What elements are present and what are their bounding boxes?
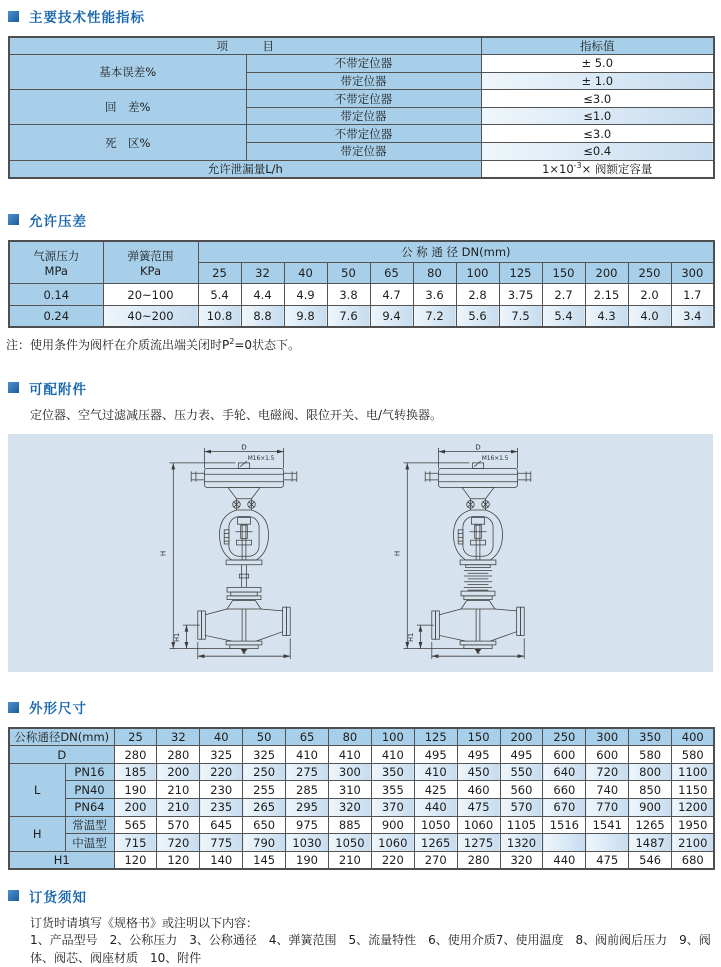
- table-cell: 100: [456, 262, 499, 284]
- row-sub-label: 带定位器: [246, 107, 481, 125]
- table-cell: 3.8: [327, 284, 370, 306]
- table-cell: 4.3: [585, 305, 628, 327]
- table-cell: 1030: [286, 834, 329, 852]
- ordering-line1: 订货时请填写《规格书》或注明以下内容：: [30, 915, 259, 930]
- table-cell: 5.4: [198, 284, 241, 306]
- table-cell: 2.15: [585, 284, 628, 306]
- table-row-H-normal: [9, 816, 714, 834]
- table-cell: 5.4: [542, 305, 585, 327]
- row-label-D: D: [9, 746, 114, 764]
- row-group-H: H: [9, 816, 65, 851]
- ordering-line2: 1、产品型号 2、公称压力 3、公称通径 4、弹簧范围 5、流量特性 6、使用介质7、使用温度 8、阀前阀后压力 9、阀体、阀芯、阀座材质 10、附件: [30, 933, 711, 965]
- table-cell: 720: [157, 834, 200, 852]
- table-cell: 370: [371, 799, 414, 817]
- ordering-text: [30, 915, 711, 967]
- leak-value: [481, 160, 714, 178]
- table-cell: 210: [328, 851, 371, 869]
- table-cell: 350: [629, 728, 672, 746]
- table-cell: 300: [328, 763, 371, 781]
- table-cell: 150: [457, 728, 500, 746]
- table-cell: 145: [243, 851, 286, 869]
- table-cell: 975: [286, 816, 329, 834]
- table-cell: 300: [586, 728, 629, 746]
- table-cell: 265: [243, 799, 286, 817]
- table-cell: 210: [157, 799, 200, 817]
- table-cell: 7.2: [413, 305, 456, 327]
- section-bullet-icon: [8, 382, 19, 393]
- column-header-spring-range: 弹簧范围 KPa: [103, 241, 198, 284]
- section-bullet-icon: [8, 214, 19, 225]
- table-cell: 320: [500, 851, 543, 869]
- table-cell: 900: [371, 816, 414, 834]
- valve-diagram-bellows: [379, 442, 577, 662]
- table-row: [9, 90, 714, 108]
- table-cell: 250: [543, 728, 586, 746]
- table-cell: 1.7: [671, 284, 714, 306]
- table-cell: 200: [114, 799, 157, 817]
- table-cell: 645: [200, 816, 243, 834]
- table-cell: 7.5: [499, 305, 542, 327]
- column-header-air-pressure: 气源压力 MPa: [9, 241, 103, 284]
- table-cell: [586, 834, 629, 852]
- table-cell: 355: [371, 781, 414, 799]
- column-header-dn: 公 称 通 径 DN(mm): [198, 241, 714, 263]
- table-cell: 460: [457, 781, 500, 799]
- leak-value-post: × 阀额定容量: [581, 161, 653, 176]
- table-cell: 65: [286, 728, 329, 746]
- table-cell: 120: [114, 851, 157, 869]
- table-cell: 680: [672, 851, 715, 869]
- table-cell: 32: [241, 262, 284, 284]
- table-cell: 1100: [672, 763, 715, 781]
- dim-label-h1: H1: [172, 632, 181, 643]
- table-cell: 570: [500, 799, 543, 817]
- table-cell: 1060: [457, 816, 500, 834]
- table-row: [9, 55, 714, 73]
- section-title-dimensions: 外形尺寸: [29, 701, 87, 718]
- table-cell: ± 5.0: [481, 55, 714, 73]
- section-bullet-icon: [8, 702, 19, 713]
- table-cell: 230: [200, 781, 243, 799]
- table-cell: 280: [114, 746, 157, 764]
- table-row: [9, 125, 714, 143]
- table-cell: 740: [586, 781, 629, 799]
- table-cell: 125: [499, 262, 542, 284]
- table-cell: ≤0.4: [481, 143, 714, 161]
- table-cell: 600: [586, 746, 629, 764]
- table-cell: ≤1.0: [481, 107, 714, 125]
- table-cell: 715: [114, 834, 157, 852]
- valve-diagram-panel: [8, 434, 713, 672]
- accessories-text: 定位器、空气过滤减压器、压力表、手轮、电磁阀、限位开关、电/气转换器。: [30, 407, 443, 422]
- table-row-L-PN16: [9, 763, 714, 781]
- table-cell: 2.8: [456, 284, 499, 306]
- table-cell: 285: [286, 781, 329, 799]
- table-cell: 25: [198, 262, 241, 284]
- table-row-L-PN40: [9, 781, 714, 799]
- table-cell: 120: [157, 851, 200, 869]
- table-cell: 310: [328, 781, 371, 799]
- table-cell: 50: [327, 262, 370, 284]
- section-header-pressure: [8, 210, 721, 230]
- table-row: [9, 305, 714, 327]
- section-bullet-icon: [8, 11, 19, 22]
- table-cell: 565: [114, 816, 157, 834]
- table-cell: 255: [243, 781, 286, 799]
- table-cell: 10.8: [198, 305, 241, 327]
- table-cell: 65: [370, 262, 413, 284]
- corner-header: 公称通径DN(mm): [9, 728, 114, 746]
- performance-table: [8, 36, 715, 179]
- table-cell: 200: [585, 262, 628, 284]
- row-sub-label: 带定位器: [246, 72, 481, 90]
- row-label-PN40: PN40: [65, 781, 114, 799]
- table-cell: 250: [628, 262, 671, 284]
- row-sub-label: 不带定位器: [246, 90, 481, 108]
- section-title-pressure: 允许压差: [29, 213, 87, 230]
- table-cell: 1950: [672, 816, 715, 834]
- section-title-ordering: 订货须知: [29, 889, 87, 906]
- table-cell: 570: [157, 816, 200, 834]
- row-label-normal-temp: 常温型: [65, 816, 114, 834]
- dim-label-h: H: [392, 550, 402, 557]
- row-sub-label: 不带定位器: [246, 55, 481, 73]
- dimensions-table: [8, 727, 715, 870]
- table-cell: 550: [500, 763, 543, 781]
- dim-label-l: L: [475, 646, 480, 656]
- table-cell: 3.4: [671, 305, 714, 327]
- table-cell: 410: [328, 746, 371, 764]
- section-header-accessories: [8, 378, 721, 398]
- dim-label-thread: M16×1.5: [247, 456, 274, 463]
- table-cell: 660: [543, 781, 586, 799]
- table-row-L-PN64: [9, 799, 714, 817]
- dim-label-d: D: [240, 442, 247, 452]
- section-title-performance: 主要技术性能指标: [29, 10, 145, 26]
- table-cell: 210: [157, 781, 200, 799]
- table-cell: 3.6: [413, 284, 456, 306]
- table-cell: 1265: [414, 834, 457, 852]
- table-cell: 4.4: [241, 284, 284, 306]
- table-cell: 1050: [328, 834, 371, 852]
- table-cell: 775: [200, 834, 243, 852]
- table-cell: 1060: [371, 834, 414, 852]
- table-cell: [543, 834, 586, 852]
- table-row-H1: [9, 851, 714, 869]
- table-cell: 410: [414, 763, 457, 781]
- table-cell: 1516: [543, 816, 586, 834]
- row-group-label: 回 差%: [9, 90, 246, 125]
- table-cell: 270: [414, 851, 457, 869]
- table-cell: 40: [284, 262, 327, 284]
- table-cell: 20~100: [103, 284, 198, 306]
- section-bullet-icon: [8, 890, 19, 901]
- table-cell: 720: [586, 763, 629, 781]
- table-cell: 125: [414, 728, 457, 746]
- table-row-D: [9, 746, 714, 764]
- table-row-header: [9, 728, 714, 746]
- table-cell: 235: [200, 799, 243, 817]
- section-header-ordering: [8, 886, 721, 906]
- table-cell: 280: [157, 746, 200, 764]
- table-cell: 475: [586, 851, 629, 869]
- table-cell: 4.7: [370, 284, 413, 306]
- leak-label: 允许泄漏量L/h: [9, 160, 481, 178]
- table-cell: 185: [114, 763, 157, 781]
- table-cell: 425: [414, 781, 457, 799]
- table-cell: 850: [629, 781, 672, 799]
- dim-label-h1: H1: [406, 632, 415, 643]
- table-cell: 546: [629, 851, 672, 869]
- row-sub-label: 不带定位器: [246, 125, 481, 143]
- pressure-table: [8, 240, 715, 328]
- dim-label-d: D: [474, 442, 481, 452]
- table-row: [9, 160, 714, 178]
- table-cell: 8.8: [241, 305, 284, 327]
- table-cell: 1320: [500, 834, 543, 852]
- table-cell: 2.0: [628, 284, 671, 306]
- dim-label-thread: M16×1.5: [481, 456, 508, 463]
- table-cell: 5.6: [456, 305, 499, 327]
- table-cell: 650: [243, 816, 286, 834]
- table-cell: 475: [457, 799, 500, 817]
- table-cell: 295: [286, 799, 329, 817]
- table-cell: 4.9: [284, 284, 327, 306]
- table-cell: 200: [157, 763, 200, 781]
- table-cell: 7.6: [327, 305, 370, 327]
- table-cell: 1265: [629, 816, 672, 834]
- table-cell: ≤3.0: [481, 90, 714, 108]
- row-label-medium-temp: 中温型: [65, 834, 114, 852]
- row-group-label: 基本误差%: [9, 55, 246, 90]
- table-cell: 400: [672, 728, 715, 746]
- row-label-H1: H1: [9, 851, 114, 869]
- table-cell: 190: [114, 781, 157, 799]
- table-cell: 440: [543, 851, 586, 869]
- table-cell: 3.75: [499, 284, 542, 306]
- table-cell: 1105: [500, 816, 543, 834]
- table-cell: ≤3.0: [481, 125, 714, 143]
- row-label-pressure: 0.24: [9, 305, 103, 327]
- table-cell: 495: [500, 746, 543, 764]
- table-cell: 1541: [586, 816, 629, 834]
- table-cell: 770: [586, 799, 629, 817]
- leak-value-sup: -3: [573, 160, 582, 170]
- table-row: [9, 37, 714, 55]
- table-cell: 9.8: [284, 305, 327, 327]
- table-cell: 32: [157, 728, 200, 746]
- table-cell: 900: [629, 799, 672, 817]
- table-cell: 140: [200, 851, 243, 869]
- row-label-PN16: PN16: [65, 763, 114, 781]
- table-cell: 325: [243, 746, 286, 764]
- table-cell: 1275: [457, 834, 500, 852]
- row-group-label: 死 区%: [9, 125, 246, 160]
- table-cell: 2100: [672, 834, 715, 852]
- table-cell: 25: [114, 728, 157, 746]
- table-row: [9, 241, 714, 263]
- table-cell: 190: [286, 851, 329, 869]
- table-cell: 2.7: [542, 284, 585, 306]
- table-cell: 320: [328, 799, 371, 817]
- valve-diagram-standard: [145, 442, 343, 662]
- table-cell: 600: [543, 746, 586, 764]
- table-cell: 100: [371, 728, 414, 746]
- table-cell: 560: [500, 781, 543, 799]
- table-cell: 885: [328, 816, 371, 834]
- table-cell: 40~200: [103, 305, 198, 327]
- table-cell: 670: [543, 799, 586, 817]
- table-cell: 80: [328, 728, 371, 746]
- table-cell: 580: [672, 746, 715, 764]
- table-row: [9, 284, 714, 306]
- table-cell: 80: [413, 262, 456, 284]
- table-cell: 1050: [414, 816, 457, 834]
- table-cell: 790: [243, 834, 286, 852]
- dim-label-l: L: [241, 646, 246, 656]
- table-cell: 450: [457, 763, 500, 781]
- table-cell: 640: [543, 763, 586, 781]
- section-header-performance: [8, 6, 721, 26]
- table-cell: 280: [457, 851, 500, 869]
- table-cell: 40: [200, 728, 243, 746]
- table-cell: 325: [200, 746, 243, 764]
- table-cell: 275: [286, 763, 329, 781]
- table-cell: ± 1.0: [481, 72, 714, 90]
- table-row-H-medium: [9, 834, 714, 852]
- table-cell: 1200: [672, 799, 715, 817]
- table-cell: 410: [371, 746, 414, 764]
- row-group-L: L: [9, 763, 65, 816]
- pressure-note: 注：使用条件为阀杆在介质流出端关闭时$P^2=0$状态下。: [6, 336, 301, 352]
- table-cell: 50: [243, 728, 286, 746]
- dim-label-h: H: [158, 550, 168, 557]
- row-sub-label: 带定位器: [246, 143, 481, 161]
- row-label-pressure: 0.14: [9, 284, 103, 306]
- leak-value-pre: 1×10: [542, 161, 574, 176]
- table-cell: 495: [414, 746, 457, 764]
- table-cell: 9.4: [370, 305, 413, 327]
- table-cell: 300: [671, 262, 714, 284]
- table-cell: 1150: [672, 781, 715, 799]
- table-cell: 495: [457, 746, 500, 764]
- table-cell: 4.0: [628, 305, 671, 327]
- table-cell: 410: [286, 746, 329, 764]
- table-cell: 350: [371, 763, 414, 781]
- column-header-item: 项 目: [9, 37, 481, 55]
- table-cell: 250: [243, 763, 286, 781]
- table-cell: 800: [629, 763, 672, 781]
- table-cell: 220: [371, 851, 414, 869]
- section-title-accessories: 可配附件: [29, 381, 87, 398]
- table-cell: 150: [542, 262, 585, 284]
- table-cell: 440: [414, 799, 457, 817]
- table-cell: 580: [629, 746, 672, 764]
- section-header-dimensions: [8, 697, 721, 717]
- table-cell: 200: [500, 728, 543, 746]
- table-cell: 220: [200, 763, 243, 781]
- row-label-PN64: PN64: [65, 799, 114, 817]
- column-header-value: 指标值: [481, 37, 714, 55]
- table-cell: 1487: [629, 834, 672, 852]
